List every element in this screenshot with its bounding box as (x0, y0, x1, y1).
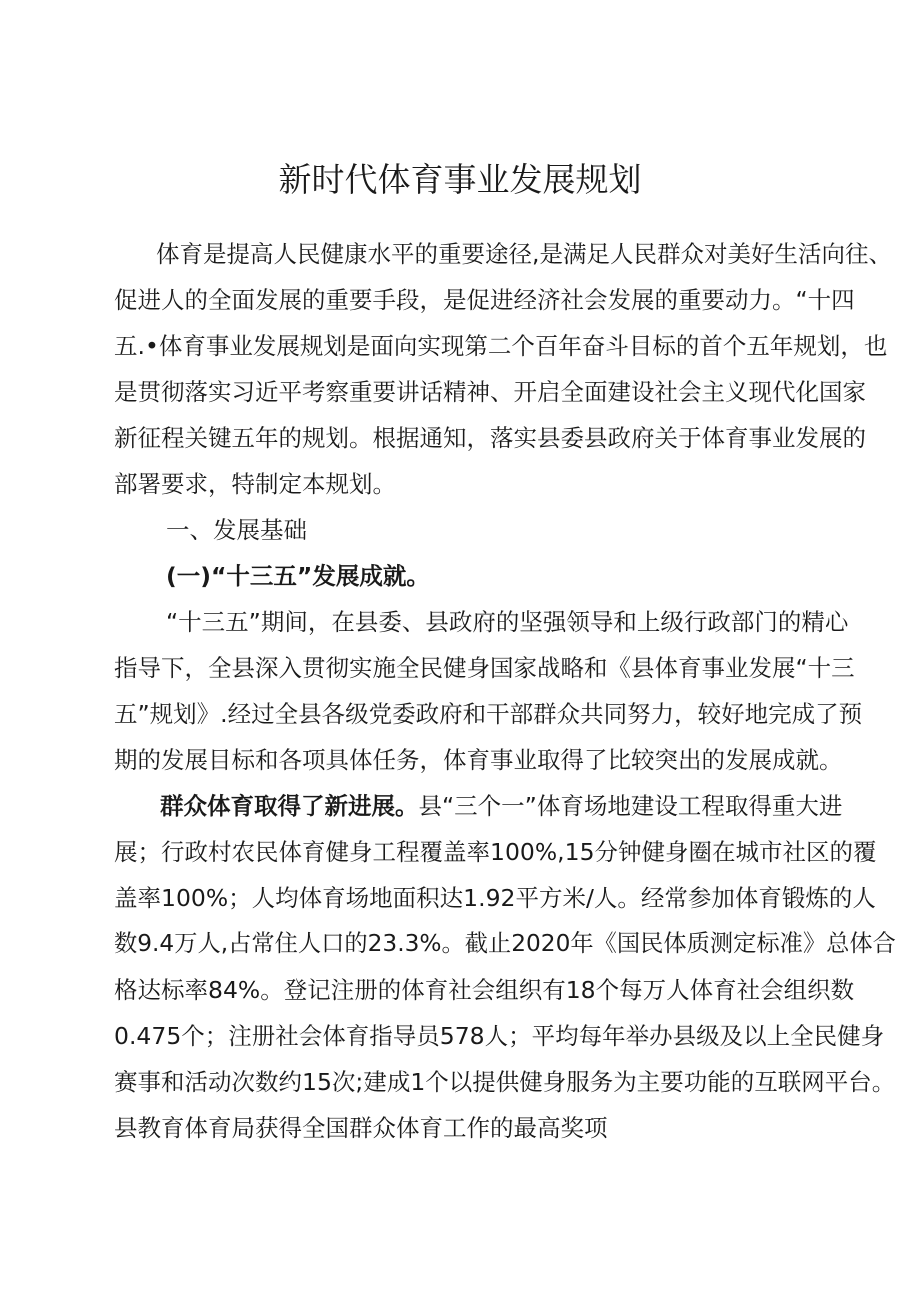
mass-sports-lead: 群众体育取得了新进展。 (160, 792, 419, 820)
mass-sports-line-8: 县教育体育局获得全国群众体育工作的最高奖项 (114, 1114, 608, 1142)
mass-sports-line-7: 赛事和活动次数约15次;建成1个以提供健身服务为主要功能的互联网平台。 (114, 1068, 896, 1096)
achievement-line-4: 期的发展目标和各项具体任务，体育事业取得了比较突出的发展成就。 (114, 746, 843, 774)
mass-sports-line-5: 格达标率84%。登记注册的体育社会组织有18个每万人体育社会组织数 (114, 976, 855, 1004)
intro-line-1: 体育是提高人民健康水平的重要途径,是满足人民群众对美好生活向往、 (156, 240, 892, 268)
mass-sports-line-4: 数9.4万人,占常住人口的23.3%。截止2020年《国民体质测定标准》总体合 (114, 930, 896, 957)
achievement-line-2: 指导下，全县深入贯彻实施全民健身国家战略和《县体育事业发展“十三 (114, 654, 855, 682)
intro-line-5: 新征程关键五年的规划。根据通知，落实县委县政府关于体育事业发展的 (114, 424, 866, 452)
achievement-line-3: 五”规划》.经过全县各级党委政府和干部群众共同努力，较好地完成了预 (114, 700, 863, 728)
achievement-line-1: “十三五”期间，在县委、县政府的坚强领导和上级行政部门的精心 (166, 608, 849, 636)
section-heading: 一、发展基础 (166, 516, 307, 544)
mass-sports-line-3: 盖率100%；人均体育场地面积达1.92平方米/人。经常参加体育锻炼的人 (114, 884, 876, 912)
intro-line-3: 五.•体育事业发展规划是面向实现第二个百年奋斗目标的首个五年规划，也 (114, 332, 888, 360)
mass-sports-line-2: 展；行政村农民体育健身工程覆盖率100%,15分钟健身圈在城市社区的覆 (114, 838, 877, 866)
intro-line-2: 促进人的全面发展的重要手段，是促进经济社会发展的重要动力。“十四 (114, 286, 855, 314)
subsection-heading: (一)“十三五”发展成就。 (166, 562, 430, 590)
mass-sports-line-6: 0.475个；注册社会体育指导员578人；平均每年举办县级及以上全民健身 (114, 1022, 885, 1050)
intro-line-4: 是贯彻落实习近平考察重要讲话精神、开启全面建设社会主义现代化国家 (114, 378, 866, 406)
mass-sports-line-1 (160, 788, 842, 824)
intro-line-6: 部署要求，特制定本规划。 (114, 470, 396, 498)
mass-sports-first-rest: 县“三个一”体育场地建设工程取得重大进 (418, 792, 843, 820)
document-title: 新时代体育事业发展规划 (278, 160, 642, 199)
